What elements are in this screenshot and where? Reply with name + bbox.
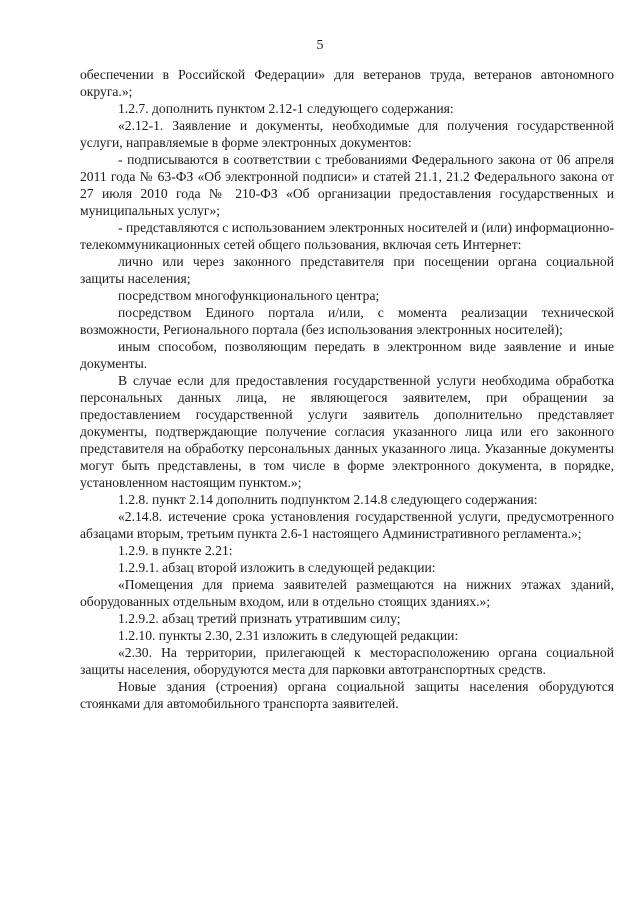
paragraph: иным способом, позволяющим передать в электронном виде заявление и иные документы. bbox=[80, 339, 614, 371]
paragraph: 1.2.9.1. абзац второй изложить в следующей редакции: bbox=[118, 560, 436, 575]
paragraph: обеспечении в Российской Федерации» для ветеранов труда, ветеранов автономного округа.»; bbox=[80, 67, 614, 99]
paragraph: лично или через законного представителя при посещении органа социальной защиты населения; bbox=[80, 254, 614, 286]
paragraph: - представляются с использованием электронных носителей и (или) информационно-телекоммуникационных сетей общего пользования, включая сеть Интернет: bbox=[80, 220, 614, 252]
document-body bbox=[80, 66, 614, 712]
paragraph: 1.2.7. дополнить пунктом 2.12-1 следующего содержания: bbox=[118, 101, 454, 116]
paragraph: «2.30. На территории, прилегающей к месторасположению органа социальной защиты населения, оборудуются места для парковки автотранспортных средств. bbox=[80, 645, 614, 677]
paragraph: посредством Единого портала и/или, с момента реализации технической возможности, Регионального портала (без использования электронных носителей); bbox=[80, 305, 614, 337]
paragraph: «2.14.8. истечение срока установления государственной услуги, предусмотренного абзацами вторым, третьим пункта 2.6-1 настоящего Административного регламента.»; bbox=[80, 509, 614, 541]
paragraph: В случае если для предоставления государственной услуги необходима обработка персональных данных лица, не являющегося заявителем, при обращении за предоставлением государственной услуги заявитель дополнительно представляет документы, подтверждающие получение согласия указанного лица или его законного представителя на обработку персональных данных указанного лица. Указанные документы могут быть представлены, в том числе в форме электронного документа, в порядке, установленном настоящим пунктом.»; bbox=[80, 373, 614, 490]
paragraph: 1.2.10. пункты 2.30, 2.31 изложить в следующей редакции: bbox=[118, 628, 459, 643]
paragraph: 1.2.9. в пункте 2.21: bbox=[118, 543, 233, 558]
paragraph: «2.12-1. Заявление и документы, необходимые для получения государственной услуги, направляемые в форме электронных документов: bbox=[80, 118, 614, 150]
paragraph: Новые здания (строения) органа социальной защиты населения оборудуются стоянками для автомобильного транспорта заявителей. bbox=[80, 679, 614, 711]
paragraph: - подписываются в соответствии с требованиями Федерального закона от 06 апреля 2011 года № 63-ФЗ «Об электронной подписи» и статей 21.1, 21.2 Федерального закона от 27 июля 2010 года № 210-ФЗ «Об организации предоставления государственных и муниципальных услуг»; bbox=[80, 152, 614, 218]
page-number: 5 bbox=[316, 38, 324, 53]
paragraph: посредством многофункционального центра; bbox=[118, 288, 380, 303]
paragraph: 1.2.9.2. абзац третий признать утратившим силу; bbox=[118, 611, 401, 626]
paragraph: «Помещения для приема заявителей размещаются на нижних этажах зданий, оборудованных отдельным входом, или в отдельно стоящих зданиях.»; bbox=[80, 577, 614, 609]
paragraph: 1.2.8. пункт 2.14 дополнить подпунктом 2.14.8 следующего содержания: bbox=[118, 492, 538, 507]
